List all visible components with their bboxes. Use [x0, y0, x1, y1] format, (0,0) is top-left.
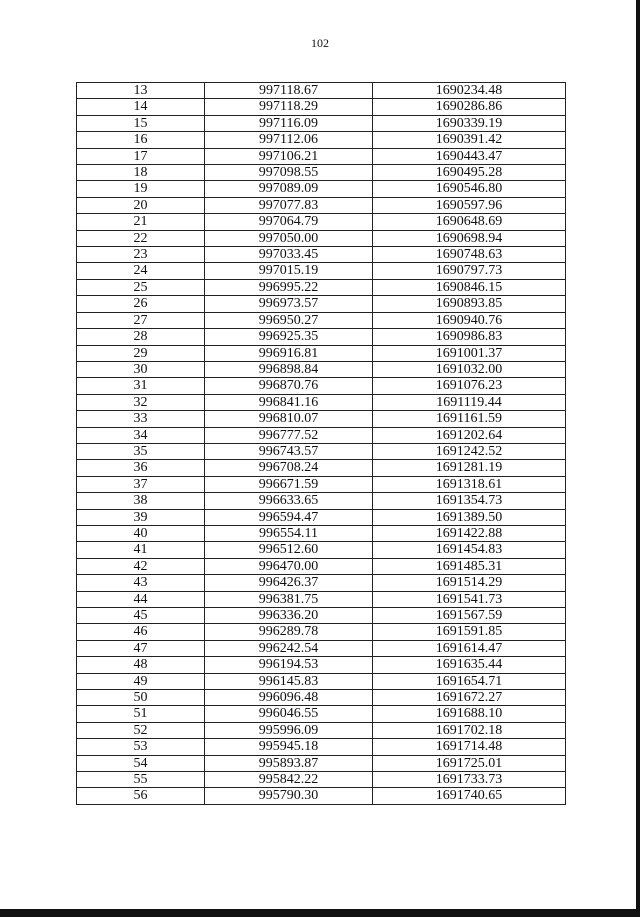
- y-coordinate-cell: 1691032.00: [373, 361, 566, 377]
- x-coordinate-cell: 997118.29: [205, 99, 373, 115]
- y-coordinate-cell: 1691688.10: [373, 706, 566, 722]
- y-coordinate-cell: 1691242.52: [373, 443, 566, 459]
- y-coordinate-cell: 1691076.23: [373, 378, 566, 394]
- point-number-cell: 54: [77, 755, 205, 771]
- page-number: 102: [311, 36, 329, 50]
- y-coordinate-cell: 1691001.37: [373, 345, 566, 361]
- point-number-cell: 55: [77, 772, 205, 788]
- y-coordinate-cell: 1690597.96: [373, 197, 566, 213]
- y-coordinate-cell: 1691318.61: [373, 476, 566, 492]
- table-row: [77, 230, 566, 246]
- table-row: [77, 443, 566, 459]
- point-number-cell: 30: [77, 361, 205, 377]
- y-coordinate-cell: 1690391.42: [373, 132, 566, 148]
- point-number-cell: 39: [77, 509, 205, 525]
- y-coordinate-cell: 1691714.48: [373, 739, 566, 755]
- table-row: [77, 345, 566, 361]
- x-coordinate-cell: 996242.54: [205, 640, 373, 656]
- point-number-cell: 26: [77, 296, 205, 312]
- coordinates-table-body: [77, 83, 566, 805]
- table-row: [77, 493, 566, 509]
- point-number-cell: 46: [77, 624, 205, 640]
- x-coordinate-cell: 997106.21: [205, 148, 373, 164]
- point-number-cell: 52: [77, 722, 205, 738]
- table-row: [77, 460, 566, 476]
- y-coordinate-cell: 1690234.48: [373, 83, 566, 99]
- x-coordinate-cell: 996512.60: [205, 542, 373, 558]
- table-row: [77, 83, 566, 99]
- y-coordinate-cell: 1691281.19: [373, 460, 566, 476]
- y-coordinate-cell: 1691614.47: [373, 640, 566, 656]
- table-row: [77, 772, 566, 788]
- y-coordinate-cell: 1691672.27: [373, 690, 566, 706]
- table-row: [77, 427, 566, 443]
- x-coordinate-cell: 996841.16: [205, 394, 373, 410]
- y-coordinate-cell: 1691485.31: [373, 558, 566, 574]
- x-coordinate-cell: 996916.81: [205, 345, 373, 361]
- x-coordinate-cell: 996671.59: [205, 476, 373, 492]
- x-coordinate-cell: 996470.00: [205, 558, 373, 574]
- y-coordinate-cell: 1690648.69: [373, 214, 566, 230]
- table-row: [77, 722, 566, 738]
- table-row: [77, 361, 566, 377]
- x-coordinate-cell: 997118.67: [205, 83, 373, 99]
- table-row: [77, 706, 566, 722]
- x-coordinate-cell: 995996.09: [205, 722, 373, 738]
- y-coordinate-cell: 1691119.44: [373, 394, 566, 410]
- x-coordinate-cell: 996194.53: [205, 657, 373, 673]
- x-coordinate-cell: 997064.79: [205, 214, 373, 230]
- point-number-cell: 14: [77, 99, 205, 115]
- y-coordinate-cell: 1691514.29: [373, 575, 566, 591]
- table-row: [77, 755, 566, 771]
- point-number-cell: 50: [77, 690, 205, 706]
- y-coordinate-cell: 1691161.59: [373, 411, 566, 427]
- x-coordinate-cell: 996554.11: [205, 525, 373, 541]
- y-coordinate-cell: 1691354.73: [373, 493, 566, 509]
- point-number-cell: 27: [77, 312, 205, 328]
- x-coordinate-cell: 996426.37: [205, 575, 373, 591]
- table-row: [77, 608, 566, 624]
- point-number-cell: 42: [77, 558, 205, 574]
- x-coordinate-cell: 996743.57: [205, 443, 373, 459]
- x-coordinate-cell: 996810.07: [205, 411, 373, 427]
- y-coordinate-cell: 1690286.86: [373, 99, 566, 115]
- x-coordinate-cell: 996708.24: [205, 460, 373, 476]
- point-number-cell: 19: [77, 181, 205, 197]
- table-row: [77, 394, 566, 410]
- scan-edge-bottom: [0, 909, 640, 917]
- x-coordinate-cell: 996898.84: [205, 361, 373, 377]
- y-coordinate-cell: 1691591.85: [373, 624, 566, 640]
- table-row: [77, 165, 566, 181]
- table-row: [77, 657, 566, 673]
- x-coordinate-cell: 995893.87: [205, 755, 373, 771]
- point-number-cell: 17: [77, 148, 205, 164]
- x-coordinate-cell: 997033.45: [205, 247, 373, 263]
- table-row: [77, 148, 566, 164]
- x-coordinate-cell: 996046.55: [205, 706, 373, 722]
- point-number-cell: 20: [77, 197, 205, 213]
- x-coordinate-cell: 996381.75: [205, 591, 373, 607]
- x-coordinate-cell: 996995.22: [205, 279, 373, 295]
- x-coordinate-cell: 995945.18: [205, 739, 373, 755]
- table-row: [77, 640, 566, 656]
- y-coordinate-cell: 1691740.65: [373, 788, 566, 804]
- x-coordinate-cell: 996289.78: [205, 624, 373, 640]
- point-number-cell: 44: [77, 591, 205, 607]
- point-number-cell: 22: [77, 230, 205, 246]
- x-coordinate-cell: 997116.09: [205, 115, 373, 131]
- y-coordinate-cell: 1690698.94: [373, 230, 566, 246]
- y-coordinate-cell: 1691389.50: [373, 509, 566, 525]
- y-coordinate-cell: 1690797.73: [373, 263, 566, 279]
- x-coordinate-cell: 996777.52: [205, 427, 373, 443]
- point-number-cell: 23: [77, 247, 205, 263]
- y-coordinate-cell: 1690748.63: [373, 247, 566, 263]
- point-number-cell: 43: [77, 575, 205, 591]
- y-coordinate-cell: 1690339.19: [373, 115, 566, 131]
- x-coordinate-cell: 997015.19: [205, 263, 373, 279]
- table-row: [77, 690, 566, 706]
- table-row: [77, 197, 566, 213]
- x-coordinate-cell: 995790.30: [205, 788, 373, 804]
- scan-edge-right: [636, 0, 640, 917]
- y-coordinate-cell: 1691725.01: [373, 755, 566, 771]
- x-coordinate-cell: 996096.48: [205, 690, 373, 706]
- x-coordinate-cell: 996594.47: [205, 509, 373, 525]
- x-coordinate-cell: 997077.83: [205, 197, 373, 213]
- y-coordinate-cell: 1690846.15: [373, 279, 566, 295]
- y-coordinate-cell: 1691454.83: [373, 542, 566, 558]
- point-number-cell: 25: [77, 279, 205, 295]
- y-coordinate-cell: 1690443.47: [373, 148, 566, 164]
- x-coordinate-cell: 996336.20: [205, 608, 373, 624]
- point-number-cell: 29: [77, 345, 205, 361]
- table-row: [77, 673, 566, 689]
- y-coordinate-cell: 1690495.28: [373, 165, 566, 181]
- y-coordinate-cell: 1691654.71: [373, 673, 566, 689]
- table-row: [77, 525, 566, 541]
- table-row: [77, 591, 566, 607]
- table-row: [77, 247, 566, 263]
- table-row: [77, 558, 566, 574]
- table-row: [77, 624, 566, 640]
- x-coordinate-cell: 996633.65: [205, 493, 373, 509]
- point-number-cell: 24: [77, 263, 205, 279]
- point-number-cell: 33: [77, 411, 205, 427]
- table-row: [77, 181, 566, 197]
- y-coordinate-cell: 1691733.73: [373, 772, 566, 788]
- y-coordinate-cell: 1691567.59: [373, 608, 566, 624]
- point-number-cell: 16: [77, 132, 205, 148]
- point-number-cell: 31: [77, 378, 205, 394]
- point-number-cell: 38: [77, 493, 205, 509]
- table-row: [77, 99, 566, 115]
- y-coordinate-cell: 1691422.88: [373, 525, 566, 541]
- x-coordinate-cell: 997050.00: [205, 230, 373, 246]
- y-coordinate-cell: 1690893.85: [373, 296, 566, 312]
- point-number-cell: 13: [77, 83, 205, 99]
- table-row: [77, 788, 566, 804]
- table-row: [77, 296, 566, 312]
- coordinates-table: [76, 82, 566, 805]
- point-number-cell: 47: [77, 640, 205, 656]
- point-number-cell: 48: [77, 657, 205, 673]
- point-number-cell: 18: [77, 165, 205, 181]
- x-coordinate-cell: 997089.09: [205, 181, 373, 197]
- point-number-cell: 45: [77, 608, 205, 624]
- x-coordinate-cell: 995842.22: [205, 772, 373, 788]
- x-coordinate-cell: 996870.76: [205, 378, 373, 394]
- y-coordinate-cell: 1691702.18: [373, 722, 566, 738]
- y-coordinate-cell: 1691541.73: [373, 591, 566, 607]
- point-number-cell: 51: [77, 706, 205, 722]
- point-number-cell: 56: [77, 788, 205, 804]
- table-row: [77, 411, 566, 427]
- point-number-cell: 34: [77, 427, 205, 443]
- x-coordinate-cell: 997112.06: [205, 132, 373, 148]
- point-number-cell: 37: [77, 476, 205, 492]
- point-number-cell: 41: [77, 542, 205, 558]
- point-number-cell: 49: [77, 673, 205, 689]
- point-number-cell: 36: [77, 460, 205, 476]
- point-number-cell: 35: [77, 443, 205, 459]
- table-row: [77, 476, 566, 492]
- table-row: [77, 509, 566, 525]
- x-coordinate-cell: 996973.57: [205, 296, 373, 312]
- table-row: [77, 575, 566, 591]
- point-number-cell: 15: [77, 115, 205, 131]
- table-row: [77, 378, 566, 394]
- x-coordinate-cell: 996925.35: [205, 329, 373, 345]
- x-coordinate-cell: 996950.27: [205, 312, 373, 328]
- point-number-cell: 32: [77, 394, 205, 410]
- table-row: [77, 329, 566, 345]
- y-coordinate-cell: 1690986.83: [373, 329, 566, 345]
- table-row: [77, 115, 566, 131]
- table-row: [77, 263, 566, 279]
- x-coordinate-cell: 997098.55: [205, 165, 373, 181]
- table-row: [77, 739, 566, 755]
- point-number-cell: 21: [77, 214, 205, 230]
- table-row: [77, 542, 566, 558]
- table-row: [77, 132, 566, 148]
- table-row: [77, 279, 566, 295]
- table-row: [77, 312, 566, 328]
- y-coordinate-cell: 1690546.80: [373, 181, 566, 197]
- point-number-cell: 28: [77, 329, 205, 345]
- x-coordinate-cell: 996145.83: [205, 673, 373, 689]
- table-row: [77, 214, 566, 230]
- y-coordinate-cell: 1690940.76: [373, 312, 566, 328]
- y-coordinate-cell: 1691635.44: [373, 657, 566, 673]
- point-number-cell: 53: [77, 739, 205, 755]
- point-number-cell: 40: [77, 525, 205, 541]
- y-coordinate-cell: 1691202.64: [373, 427, 566, 443]
